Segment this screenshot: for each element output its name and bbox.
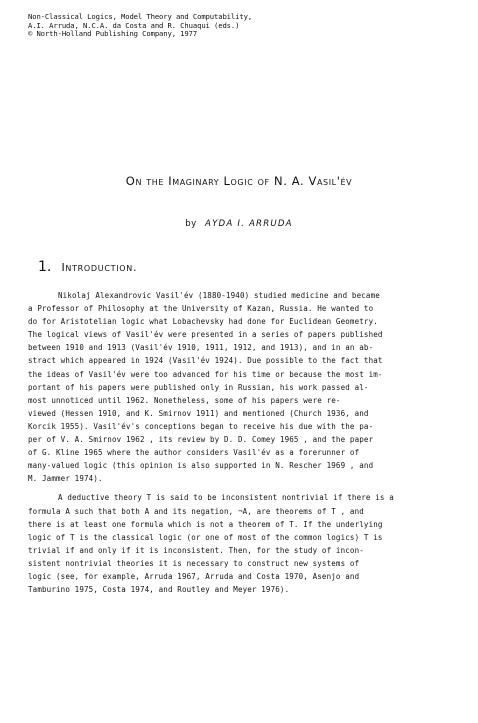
text-line: the ideas of Vasil'év were too advanced for his time or because the most im-: [28, 369, 383, 379]
publication-info: [28, 13, 252, 39]
text-line: Nikolaj Alexandrovic Vasil'év (1880-1940) studied medicine and became: [58, 291, 380, 300]
text-line: stract which appeared in 1924 (Vasil'év 1924). Due possible to the fact that: [28, 356, 383, 366]
publication-line: A.I. Arruda, N.C.A. da Costa and R. Chuaqui (eds.): [28, 20, 240, 30]
text-line: between 1910 and 1913 (Vasil'év 1910, 1911, 1912, and 1913), and in an ab-: [28, 343, 374, 353]
section-heading: [38, 256, 137, 275]
section-label: Introduction.: [61, 261, 138, 274]
text-line: many-valued logic (this opinion is also supported in N. Rescher 1969 , and: [28, 461, 374, 471]
publication-line: Non-Classical Logics, Model Theory and Computability,: [28, 12, 253, 21]
text-line: A deductive theory T is said to be inconsistent nontrivial if there is a: [58, 493, 394, 503]
text-line: do for Aristotelian logic what Lobachevsky had done for Euclidean Geometry.: [28, 317, 378, 327]
text-line: portant of his papers were published only in Russian, his work passed al-: [28, 382, 369, 392]
text-line: M. Jammer 1974).: [28, 474, 103, 484]
body-text: [28, 289, 452, 596]
text-line: most unnoticed until 1962. Nonetheless, some of his papers were re-: [28, 395, 341, 405]
text-line: of G. Kline 1965 where the author considers Vasil'év as a forerunner of: [28, 448, 360, 458]
section-number: 1.: [38, 259, 52, 275]
text-line: there is at least one formula which is not a theorem of T. If the underlying: [28, 519, 383, 529]
author-by: by: [185, 219, 197, 229]
publication-line: © North-Holland Publishing Company, 1977: [28, 29, 198, 39]
text-line: Korcik 1955). Vasil'év's conceptions began to receive his due with the pa-: [28, 421, 374, 431]
text-line: per of V. A. Smirnov 1962 , its review by D. D. Comey 1965 , and the paper: [28, 435, 374, 445]
author-name: AYDA I. ARRUDA: [205, 219, 293, 229]
text-line: trivial if and only if it is inconsistent. Then, for the study of incon-: [28, 545, 364, 555]
text-line: viewed (Hessen 1910, and K. Smirnov 1911) and mentioned (Church 1936, and: [28, 408, 369, 418]
text-line: logic (see, for example, Arruda 1967, Arruda and Costa 1970, Asenjo and: [28, 571, 360, 581]
text-line: The logical views of Vasil'év were presented in a series of papers published: [28, 330, 383, 340]
text-line: logic of T is the classical logic (or one of most of the common logics) T is: [28, 532, 383, 542]
text-line: a Professor of Philosophy at the University of Kazan, Russia. He wanted to: [28, 304, 374, 314]
text-line: formula A such that both A and its negation, ¬A, are theorems of T , and: [28, 506, 364, 516]
article-title: On the Imaginary Logic of N. A. Vasil'év: [125, 174, 353, 188]
text-line: sistent nontrivial theories it is necessary to construct new systems of: [28, 558, 360, 568]
text-line: Tamburino 1975, Costa 1974, and Routley and Meyer 1976).: [28, 585, 290, 595]
author-line: [0, 219, 478, 229]
